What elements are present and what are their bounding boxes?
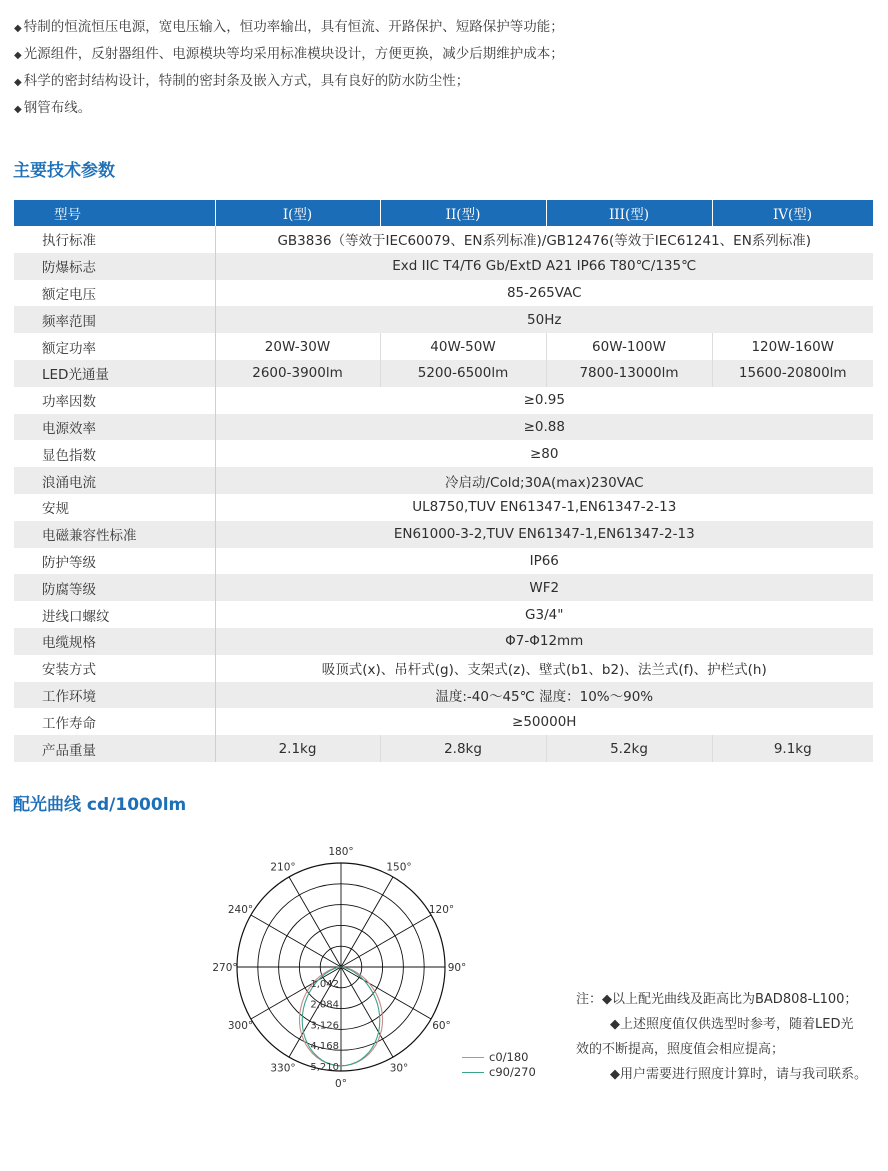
row-value-type-1: 2.1kg (215, 735, 380, 762)
row-value-type-2: 2.8kg (380, 735, 546, 762)
row-label: 额定电压 (14, 280, 215, 307)
row-value: ≥0.95 (215, 387, 873, 414)
table-row (14, 521, 873, 548)
row-value: 85-265VAC (215, 280, 873, 307)
polar-angle-label: 210° (270, 861, 296, 874)
row-value: 吸顶式(x)、吊杆式(g)、支架式(z)、壁式(b1、b2)、法兰式(f)、护栏式(h) (215, 655, 873, 682)
row-value-type-3: 60W-100W (546, 333, 712, 360)
header-type-4: IV(型) (712, 200, 873, 226)
row-value-type-2: 40W-50W (380, 333, 546, 360)
polar-angle-label: 30° (389, 1062, 409, 1075)
notes-block (576, 987, 886, 1087)
polar-angle-label: 120° (428, 904, 455, 916)
row-value-type-4: 15600-20800lm (712, 360, 873, 387)
polar-angle-label: 330° (270, 1062, 296, 1075)
polar-spoke (341, 877, 393, 967)
row-label: 浪涌电流 (14, 467, 215, 494)
row-value: 50Hz (215, 306, 873, 333)
table-row (14, 414, 873, 441)
table-row (14, 628, 873, 655)
table-row (14, 440, 873, 467)
table-row (14, 682, 873, 709)
table-row (14, 574, 873, 601)
row-label: 安规 (14, 494, 215, 521)
row-value: 冷启动/Cold;30A(max)230VAC (215, 467, 873, 494)
diamond-bullet-icon: ◆ (14, 50, 22, 61)
polar-angle-label: 60° (432, 1020, 451, 1032)
legend-swatch (462, 1072, 484, 1073)
feature-item: ◆ 光源组件，反射器组件、电源模块等均采用标准模块设计，方便更换，减少后期维护成本； (14, 46, 564, 62)
row-value: Φ7-Φ12mm (215, 628, 873, 655)
polar-radial-label: 4,168 (310, 1041, 339, 1053)
header-type-3: III(型) (546, 200, 712, 226)
table-row (14, 306, 873, 333)
polar-radial-label: 1,042 (310, 978, 339, 990)
row-value: EN61000-3-2,TUV EN61347-1,EN61347-2-13 (215, 521, 873, 548)
table-row (14, 280, 873, 307)
diamond-bullet-icon: ◆ (14, 104, 22, 115)
table-row (14, 467, 873, 494)
section-title-params: 主要技术参数 (13, 161, 115, 181)
row-label: LED光通量 (14, 360, 215, 387)
note-line: 注：◆以上配光曲线及距高比为BAD808-L100； (576, 992, 858, 1007)
header-type-2: II(型) (380, 200, 546, 226)
row-label: 显色指数 (14, 440, 215, 467)
header-model: 型号 (14, 200, 215, 226)
table-row (14, 548, 873, 575)
table-row (14, 360, 873, 387)
row-label: 安装方式 (14, 655, 215, 682)
legend-item-c0: c0/180 (462, 1050, 536, 1065)
row-label: 产品重量 (14, 735, 215, 762)
row-label: 执行标准 (14, 226, 215, 253)
polar-spoke (341, 967, 431, 1019)
polar-angle-label: 240° (227, 904, 254, 916)
row-value: WF2 (215, 574, 873, 601)
legend-item-c90: c90/270 (462, 1065, 536, 1080)
table-row (14, 494, 873, 521)
note-line: ◆上述照度值仅供选型时参考，随着LED光 (610, 1017, 854, 1032)
header-type-1: I(型) (215, 200, 380, 226)
row-label: 防腐等级 (14, 574, 215, 601)
polar-spoke (251, 967, 341, 1019)
row-value-type-4: 9.1kg (712, 735, 873, 762)
note-line: ◆用户需要进行照度计算时，请与我司联系。 (610, 1067, 867, 1082)
polar-angle-label: 0° (335, 1078, 347, 1090)
diamond-bullet-icon: ◆ (14, 23, 22, 34)
row-value: IP66 (215, 548, 873, 575)
polar-radial-label: 2,084 (310, 999, 339, 1011)
row-label: 额定功率 (14, 333, 215, 360)
row-value: ≥50000H (215, 708, 873, 735)
table-row (14, 655, 873, 682)
table-row (14, 226, 873, 253)
diamond-bullet-icon: ◆ (14, 77, 22, 88)
row-label: 电缆规格 (14, 628, 215, 655)
table-row (14, 708, 873, 735)
row-label: 电磁兼容性标准 (14, 521, 215, 548)
row-label: 工作寿命 (14, 708, 215, 735)
row-value: ≥0.88 (215, 414, 873, 441)
polar-angle-label: 150° (386, 861, 412, 874)
row-label: 频率范围 (14, 306, 215, 333)
row-label: 电源效率 (14, 414, 215, 441)
table-row (14, 601, 873, 628)
row-value-type-4: 120W-160W (712, 333, 873, 360)
polar-angle-label: 300° (227, 1020, 254, 1032)
polar-spoke (289, 877, 341, 967)
spec-table (14, 200, 874, 762)
row-label: 工作环境 (14, 682, 215, 709)
row-value: G3/4" (215, 601, 873, 628)
feature-list (14, 14, 874, 122)
section-title-curve: 配光曲线 cd/1000lm (13, 795, 187, 815)
polar-spoke (341, 915, 431, 967)
row-value-type-3: 5.2kg (546, 735, 712, 762)
row-value-type-3: 7800-13000lm (546, 360, 712, 387)
polar-angle-label: 180° (328, 846, 354, 858)
row-value-type-1: 20W-30W (215, 333, 380, 360)
table-row (14, 253, 873, 280)
feature-item: ◆ 钢管布线。 (14, 100, 92, 116)
row-value: UL8750,TUV EN61347-1,EN61347-2-13 (215, 494, 873, 521)
row-value-type-2: 5200-6500lm (380, 360, 546, 387)
spec-table-header (14, 200, 873, 226)
polar-angle-label: 90° (447, 962, 467, 974)
feature-item: ◆ 特制的恒流恒压电源，宽电压输入，恒功率输出，具有恒流、开路保护、短路保护等功能； (14, 19, 564, 35)
row-value: ≥80 (215, 440, 873, 467)
polar-radial-label: 3,126 (310, 1020, 339, 1032)
polar-angle-label: 270° (212, 962, 238, 974)
row-label: 防爆标志 (14, 253, 215, 280)
row-value: Exd IIC T4/T6 Gb/ExtD A21 IP66 T80℃/135℃ (215, 253, 873, 280)
row-label: 功率因数 (14, 387, 215, 414)
feature-item: ◆ 科学的密封结构设计，特制的密封条及嵌入方式，具有良好的防水防尘性； (14, 73, 470, 89)
row-value: 温度:-40～45℃ 湿度：10%～90% (215, 682, 873, 709)
note-line: 效的不断提高，照度值会相应提高； (576, 1042, 785, 1057)
row-label: 防护等级 (14, 548, 215, 575)
table-row (14, 387, 873, 414)
row-value: GB3836（等效于IEC60079、EN系列标准)/GB12476(等效于IEC61241、EN系列标准) (215, 226, 873, 253)
polar-spoke (251, 915, 341, 967)
legend-swatch (462, 1057, 484, 1058)
polar-legend (462, 1050, 536, 1080)
row-value-type-1: 2600-3900lm (215, 360, 380, 387)
row-label: 进线口螺纹 (14, 601, 215, 628)
polar-radial-label: 5,210 (310, 1062, 339, 1073)
table-row (14, 333, 873, 360)
table-row (14, 735, 873, 762)
